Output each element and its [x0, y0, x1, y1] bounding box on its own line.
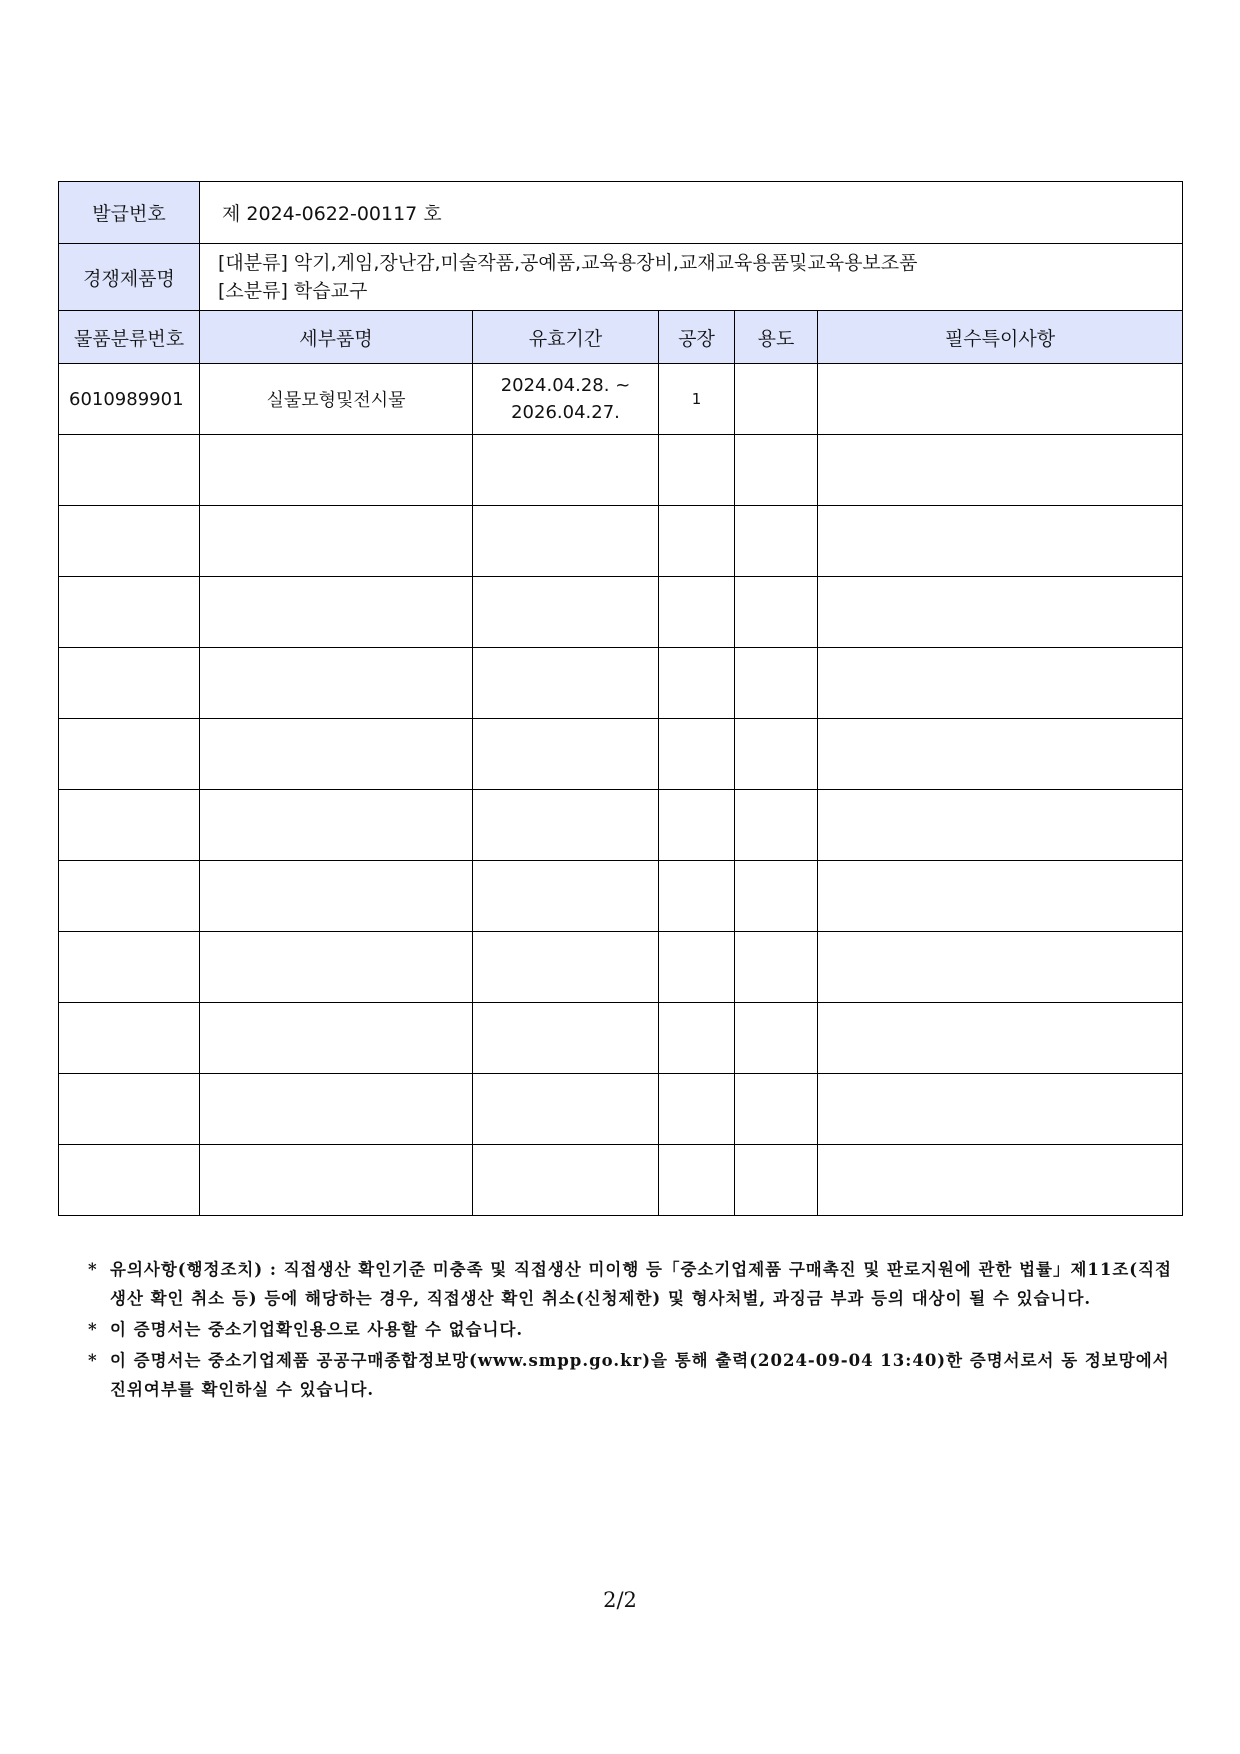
- empty-cell: [735, 861, 818, 932]
- empty-cell: [200, 790, 473, 861]
- col-header-notes: 필수특이사항: [818, 311, 1183, 364]
- table-row: [59, 790, 1183, 861]
- empty-cell: [659, 577, 735, 648]
- col-header-usage: 용도: [735, 311, 818, 364]
- empty-cell: [473, 577, 659, 648]
- empty-cell: [818, 435, 1183, 506]
- page-number: 2/2: [603, 1588, 637, 1612]
- empty-cell: [735, 1074, 818, 1145]
- notice-marker: *: [88, 1260, 98, 1279]
- empty-cell: [473, 932, 659, 1003]
- empty-cell: [59, 932, 200, 1003]
- empty-cell: [473, 648, 659, 719]
- empty-cell: [200, 719, 473, 790]
- empty-cell: [59, 506, 200, 577]
- empty-cell: [473, 506, 659, 577]
- cell-code: 6010989901: [59, 364, 200, 435]
- empty-cell: [200, 506, 473, 577]
- empty-cell: [59, 1074, 200, 1145]
- empty-cell: [735, 577, 818, 648]
- cell-period: [473, 364, 659, 435]
- empty-cell: [735, 790, 818, 861]
- empty-cell: [659, 506, 735, 577]
- empty-cell: [818, 1003, 1183, 1074]
- notice-item: [88, 1255, 1173, 1313]
- empty-cell: [818, 648, 1183, 719]
- empty-cell: [200, 861, 473, 932]
- empty-cell: [735, 1145, 818, 1216]
- empty-cell: [735, 648, 818, 719]
- issue-number-row: [59, 182, 1183, 244]
- empty-cell: [200, 1145, 473, 1216]
- notice-text: 유의사항(행정조치) : 직접생산 확인기준 미충족 및 직접생산 미이행 등「중소기업제품 구매촉진 및 판로지원에 관한 법률」제11조(직접생산 확인 취소 등) 등에 해당하는 경우, 직접생산 확인 취소(신청제한) 및 형사처벌, 과징금 부과 등의 대상이 될 수 있습니다.: [110, 1260, 1172, 1308]
- cell-item: 실물모형및전시물: [200, 364, 473, 435]
- table-row: [59, 1074, 1183, 1145]
- empty-cell: [473, 435, 659, 506]
- table-row: [59, 719, 1183, 790]
- empty-cell: [473, 790, 659, 861]
- empty-cell: [473, 719, 659, 790]
- table-row: [59, 435, 1183, 506]
- empty-cell: [818, 719, 1183, 790]
- issue-number-label: 발급번호: [59, 182, 200, 244]
- col-header-item: 세부품명: [200, 311, 473, 364]
- issue-number-value: 제 2024-0622-00117 호: [200, 182, 1183, 244]
- table-row: [59, 861, 1183, 932]
- table-header-row: [59, 311, 1183, 364]
- empty-cell: [473, 1003, 659, 1074]
- notice-item: [88, 1315, 1173, 1344]
- empty-cell: [735, 932, 818, 1003]
- competition-product-label: 경쟁제품명: [59, 244, 200, 311]
- cell-factory: 1: [659, 364, 735, 435]
- empty-cell: [659, 435, 735, 506]
- cell-usage: [735, 364, 818, 435]
- empty-cell: [735, 719, 818, 790]
- empty-cell: [659, 1003, 735, 1074]
- period-start: 2024.04.28. ~: [500, 375, 631, 396]
- major-category: [대분류] 악기,게임,장난감,미술작품,공예품,교육용장비,교재교육용품및교육용보조품: [218, 252, 918, 274]
- empty-cell: [659, 861, 735, 932]
- empty-cell: [473, 1074, 659, 1145]
- empty-cell: [735, 506, 818, 577]
- empty-cell: [473, 1145, 659, 1216]
- table-row: [59, 1145, 1183, 1216]
- col-header-period: 유효기간: [473, 311, 659, 364]
- notice-marker: *: [88, 1351, 98, 1370]
- empty-cell: [59, 1145, 200, 1216]
- table-row: [59, 364, 1183, 435]
- table-row: [59, 506, 1183, 577]
- notice-item: [88, 1346, 1173, 1404]
- empty-cell: [659, 1145, 735, 1216]
- empty-cell: [735, 1003, 818, 1074]
- empty-cell: [659, 790, 735, 861]
- table-row: [59, 648, 1183, 719]
- empty-cell: [818, 577, 1183, 648]
- empty-cell: [59, 1003, 200, 1074]
- empty-cell: [659, 719, 735, 790]
- empty-cell: [659, 1074, 735, 1145]
- empty-cell: [200, 1003, 473, 1074]
- empty-cell: [473, 861, 659, 932]
- cell-notes: [818, 364, 1183, 435]
- competition-product-row: [59, 244, 1183, 311]
- empty-cell: [818, 861, 1183, 932]
- empty-cell: [59, 648, 200, 719]
- empty-cell: [200, 648, 473, 719]
- notice-text: 이 증명서는 중소기업제품 공공구매종합정보망(www.smpp.go.kr)을 통해 출력(2024-09-04 13:40)한 증명서로서 동 정보망에서 진위여부를 확인하실 수 있습니다.: [110, 1351, 1170, 1399]
- empty-cell: [59, 435, 200, 506]
- empty-cell: [735, 435, 818, 506]
- notices: [88, 1255, 1173, 1406]
- certificate-table: [58, 181, 1183, 1216]
- table-row: [59, 577, 1183, 648]
- empty-cell: [818, 506, 1183, 577]
- table-row: [59, 932, 1183, 1003]
- table-row: [59, 1003, 1183, 1074]
- col-header-factory: 공장: [659, 311, 735, 364]
- notice-text: 이 증명서는 중소기업확인용으로 사용할 수 없습니다.: [110, 1320, 524, 1339]
- empty-cell: [59, 719, 200, 790]
- minor-category: [소분류] 학습교구: [218, 280, 368, 302]
- empty-cell: [59, 790, 200, 861]
- empty-cell: [818, 1145, 1183, 1216]
- empty-cell: [659, 932, 735, 1003]
- empty-cell: [818, 932, 1183, 1003]
- empty-cell: [659, 648, 735, 719]
- competition-product-value: [200, 244, 1183, 311]
- empty-cell: [200, 1074, 473, 1145]
- empty-cell: [818, 1074, 1183, 1145]
- empty-cell: [200, 577, 473, 648]
- empty-cell: [818, 790, 1183, 861]
- empty-cell: [200, 932, 473, 1003]
- col-header-code: 물품분류번호: [59, 311, 200, 364]
- empty-cell: [59, 861, 200, 932]
- period-end: 2026.04.27.: [511, 402, 620, 423]
- empty-cell: [200, 435, 473, 506]
- empty-cell: [59, 577, 200, 648]
- notice-marker: *: [88, 1320, 98, 1339]
